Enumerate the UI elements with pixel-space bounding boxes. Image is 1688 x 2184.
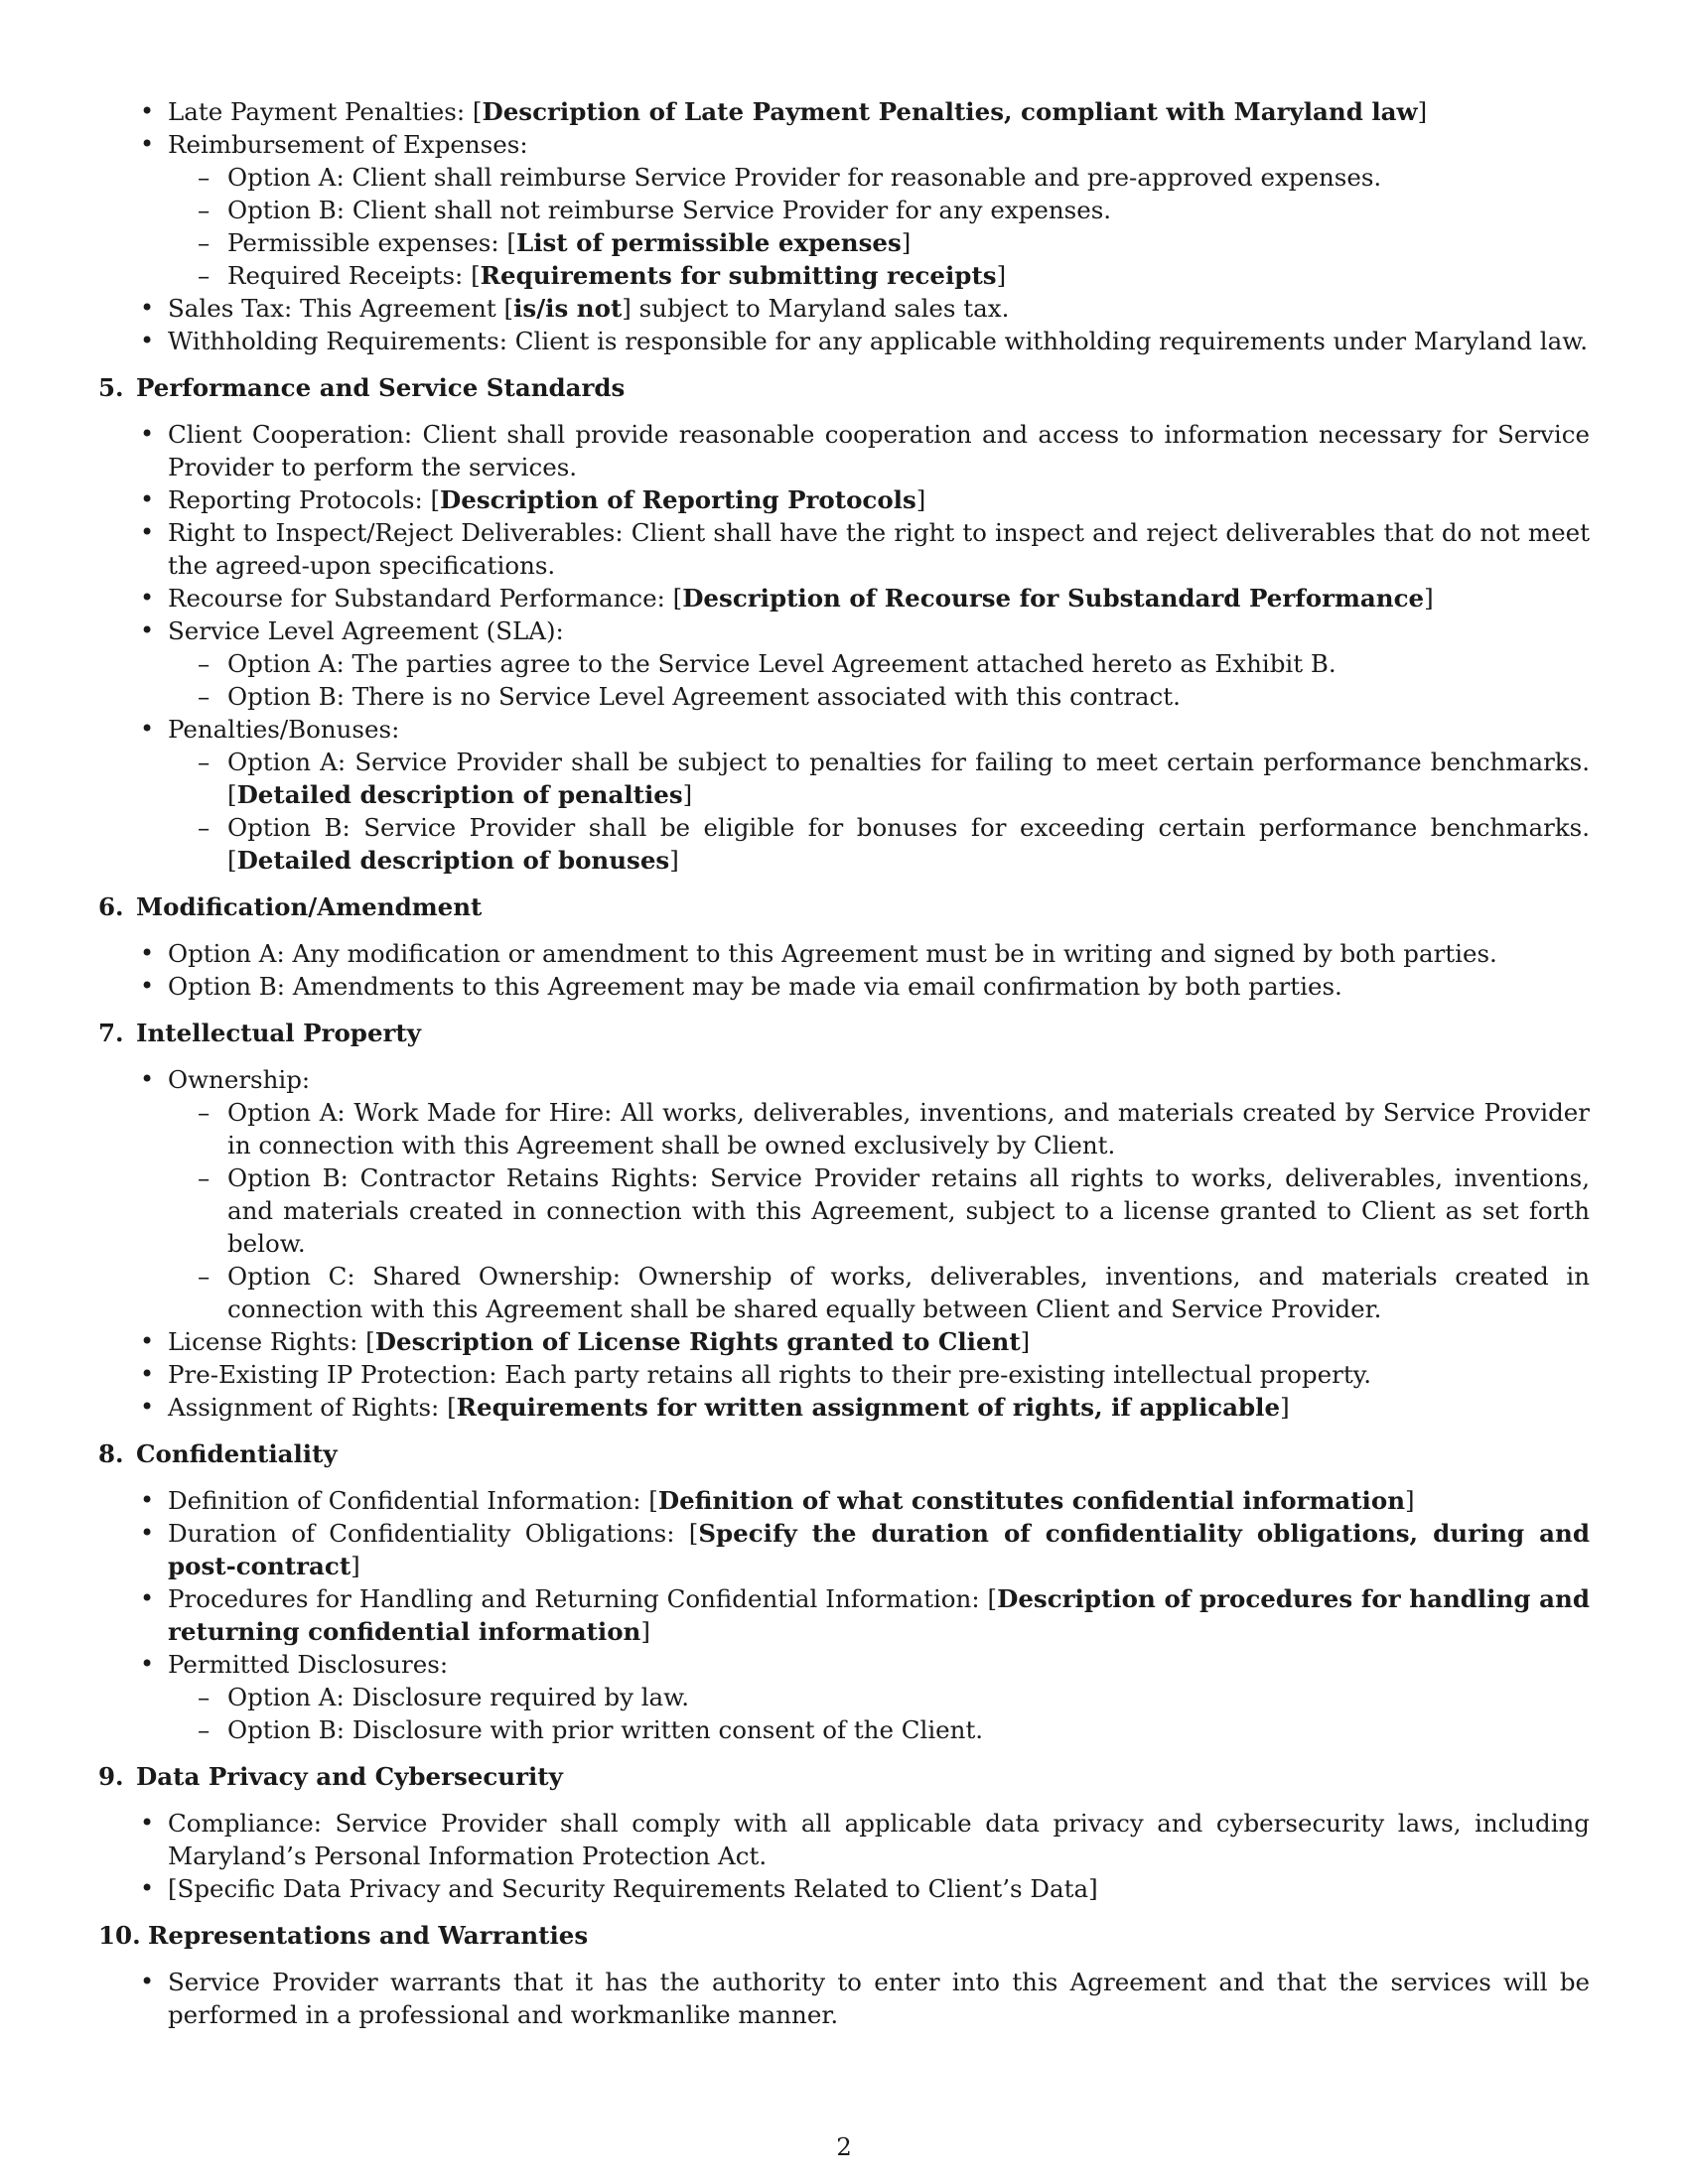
list-item: • Duration of Confidentiality Obligations: [Specify the duration of confidentiality obligations, during and post-contract]: [98, 1517, 1590, 1582]
sla-options: [168, 647, 1590, 713]
list-item-permitted: • Permitted Disclosures: – Option A: Disclosure required by law. – Option B: Disclosure with prior written consent of the Client.: [98, 1648, 1590, 1746]
section-7-list: [98, 1063, 1590, 1424]
placeholder-late-penalties: Description of Late Payment Penalties, compliant with Maryland law: [482, 97, 1418, 126]
list-item: • Right to Inspect/Reject Deliverables: Client shall have the right to inspect and reject deliverables that do not meet the agreed-upon specifications.: [98, 516, 1590, 582]
payment-terms-list: [98, 95, 1590, 357]
list-item-reimbursement: • Reimbursement of Expenses: – Option A: Client shall reimburse Service Provider for reasonable and pre-approved expenses. – Option B: Client shall not reimburse Service Provider for any expenses. – Permissible expenses: [List of permissible expenses] – Required Receipts: [Requirements for submitting receipts]: [98, 128, 1590, 292]
section-heading-5: 5. Performance and Service Standards: [98, 373, 626, 402]
list-item: • License Rights: [Description of License Rights granted to Client]: [98, 1325, 1590, 1358]
list-item: – Option A: Service Provider shall be subject to penalties for failing to meet certain performance benchmarks. [Detailed description of penalties]: [168, 746, 1590, 811]
list-item-required-receipts: – Required Receipts: [Requirements for submitting receipts]: [168, 259, 1590, 292]
section-10-list: [98, 1966, 1590, 2031]
document-body: [98, 95, 1590, 2031]
list-item-penalties: • Penalties/Bonuses: – Option A: Service Provider shall be subject to penalties for failing to meet certain performance benchmarks. [Detailed description of penalties] – Option B: Service Provider shall be eligible for bonuses for exceeding certain performance benchmarks. [Detailed description of bonuses]: [98, 713, 1590, 877]
list-item: • Option A: Any modification or amendment to this Agreement must be in writing and signed by both parties.: [98, 937, 1590, 970]
penalties-options: [168, 746, 1590, 877]
list-item-permissible-expenses: – Permissible expenses: [List of permissible expenses]: [168, 226, 1590, 259]
list-item-withholding: • Withholding Requirements: Client is responsible for any applicable withholding requirements under Maryland law.: [98, 325, 1590, 357]
list-item: • Reporting Protocols: [Description of Reporting Protocols]: [98, 483, 1590, 516]
reimbursement-options: [168, 161, 1590, 292]
list-item: • Option B: Amendments to this Agreement may be made via email confirmation by both parties.: [98, 970, 1590, 1003]
list-item: • Definition of Confidential Information: [Definition of what constitutes confidential information]: [98, 1484, 1590, 1517]
page-number: 2: [836, 2132, 852, 2161]
list-item: – Option B: Client shall not reimburse Service Provider for any expenses.: [168, 194, 1590, 226]
section-9-list: [98, 1807, 1590, 1905]
list-item: – Option C: Shared Ownership: Ownership of works, deliverables, inventions, and materials created in connection with this Agreement shall be shared equally between Client and Service Provider.: [168, 1260, 1590, 1325]
list-item: • Service Provider warrants that it has the authority to enter into this Agreement and that the services will be performed in a professional and workmanlike manner.: [98, 1966, 1590, 2031]
list-item: – Option B: Service Provider shall be eligible for bonuses for exceeding certain performance benchmarks. [Detailed description of bonuses]: [168, 811, 1590, 877]
list-item: – Option A: The parties agree to the Service Level Agreement attached hereto as Exhibit B.: [168, 647, 1590, 680]
list-item: • Procedures for Handling and Returning Confidential Information: [Description of procedures for handling and returning confidential information]: [98, 1582, 1590, 1648]
permitted-options: [168, 1681, 1590, 1746]
list-item: • Recourse for Substandard Performance: [Description of Recourse for Substandard Performance]: [98, 582, 1590, 614]
section-heading-10: 10. Representations and Warranties: [98, 1921, 589, 1950]
list-item: • [Specific Data Privacy and Security Requirements Related to Client’s Data]: [98, 1872, 1590, 1905]
ownership-options: [168, 1096, 1590, 1325]
list-item: – Option B: There is no Service Level Agreement associated with this contract.: [168, 680, 1590, 713]
list-item: – Option A: Disclosure required by law.: [168, 1681, 1590, 1713]
list-item: – Option B: Disclosure with prior written consent of the Client.: [168, 1713, 1590, 1746]
section-5-list: [98, 418, 1590, 877]
list-item: • Pre-Existing IP Protection: Each party retains all rights to their pre-existing intellectual property.: [98, 1358, 1590, 1391]
list-item-late-penalties: • Late Payment Penalties: [Description of Late Payment Penalties, compliant with Maryland law]: [98, 95, 1590, 128]
list-item: – Option A: Work Made for Hire: All works, deliverables, inventions, and materials created by Service Provider in connection with this Agreement shall be owned exclusively by Client.: [168, 1096, 1590, 1161]
section-heading-9: 9. Data Privacy and Cybersecurity: [98, 1762, 563, 1791]
list-item-sla: • Service Level Agreement (SLA): – Option A: The parties agree to the Service Level Agreement attached hereto as Exhibit B. – Option B: There is no Service Level Agreement associated with this contract.: [98, 614, 1590, 713]
section-heading-8: 8. Confidentiality: [98, 1439, 338, 1468]
section-heading-6: 6. Modification/Amendment: [98, 892, 483, 921]
list-item-sales-tax: • Sales Tax: This Agreement [is/is not] subject to Maryland sales tax.: [98, 292, 1590, 325]
list-item: – Option A: Client shall reimburse Service Provider for reasonable and pre-approved expenses.: [168, 161, 1590, 194]
list-item-ownership: • Ownership: – Option A: Work Made for Hire: All works, deliverables, inventions, and materials created by Service Provider in connection with this Agreement shall be owned exclusively by Client. – Option B: Contractor Retains Rights: Service Provider retains all rights to works, deliverables, inventions, and materials created in connection with this Agreement, subject to a license granted to Client as set forth below. – Option C: Shared Ownership: Ownership of works, deliverables, inventions, and materials created in connection with this Agreement shall be shared equally between Client and Service Provider.: [98, 1063, 1590, 1325]
section-6-list: [98, 937, 1590, 1003]
section-8-list: [98, 1484, 1590, 1746]
list-item: • Compliance: Service Provider shall comply with all applicable data privacy and cybersecurity laws, including Maryland’s Personal Information Protection Act.: [98, 1807, 1590, 1872]
list-item: – Option B: Contractor Retains Rights: Service Provider retains all rights to works, deliverables, inventions, and materials created in connection with this Agreement, subject to a license granted to Client as set forth below.: [168, 1161, 1590, 1260]
list-item: • Assignment of Rights: [Requirements for written assignment of rights, if applicable]: [98, 1391, 1590, 1424]
list-item: • Client Cooperation: Client shall provide reasonable cooperation and access to information necessary for Service Provider to perform the services.: [98, 418, 1590, 483]
section-heading-7: 7. Intellectual Property: [98, 1019, 421, 1047]
